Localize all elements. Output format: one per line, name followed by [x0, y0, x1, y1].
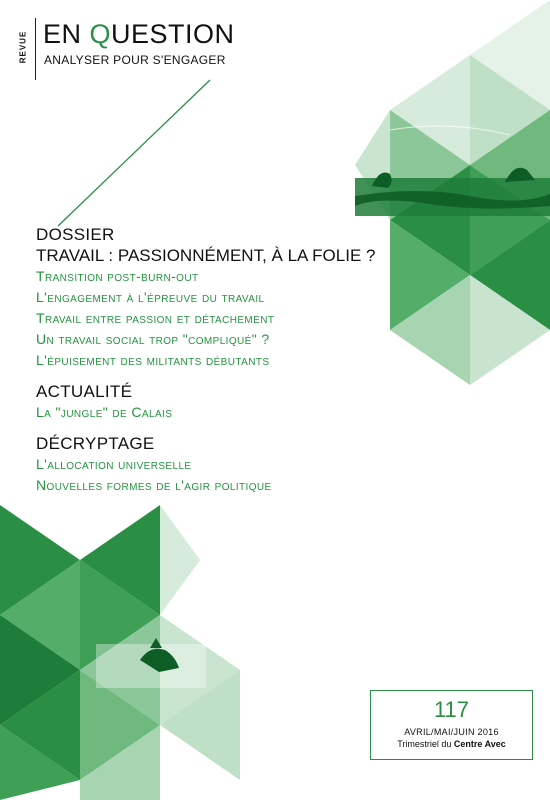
dossier-item: L'épuisement des militants débutants: [36, 352, 270, 368]
decryptage-heading: DÉCRYPTAGE: [36, 434, 155, 453]
decryptage-item: L'allocation universelle: [36, 456, 192, 472]
top-right-mosaic: [355, 0, 550, 385]
dossier-item: Transition post-burn-out: [36, 268, 199, 284]
bottom-left-mosaic: [0, 505, 240, 800]
issue-date: AVRIL/MAI/JUIN 2016: [404, 727, 499, 737]
issue-number: 117: [433, 697, 470, 722]
dossier-heading: DOSSIER: [36, 225, 115, 244]
dossier-item: L'engagement à l'épreuve du travail: [36, 289, 265, 305]
table-of-contents: [36, 224, 375, 496]
masthead-divider: [35, 18, 36, 80]
dossier-item: Un travail social trop "compliqué" ?: [36, 331, 270, 347]
diagonal-line: [58, 80, 210, 226]
issue-box: [370, 690, 533, 760]
magazine-title: EN QUESTION: [43, 19, 235, 49]
dossier-title: TRAVAIL : PASSIONNÉMENT, À LA FOLIE ?: [36, 246, 376, 265]
actualite-item: La "jungle" de Calais: [36, 404, 173, 420]
dossier-item: Travail entre passion et détachement: [36, 310, 275, 326]
revue-label: REVUE: [18, 30, 28, 64]
decryptage-item: Nouvelles formes de l'agir politique: [36, 477, 272, 493]
actualite-heading: ACTUALITÉ: [36, 382, 133, 401]
publisher-line: Trimestriel du Centre Avec: [397, 739, 506, 749]
magazine-subtitle: ANALYSER POUR S'ENGAGER: [44, 53, 226, 67]
